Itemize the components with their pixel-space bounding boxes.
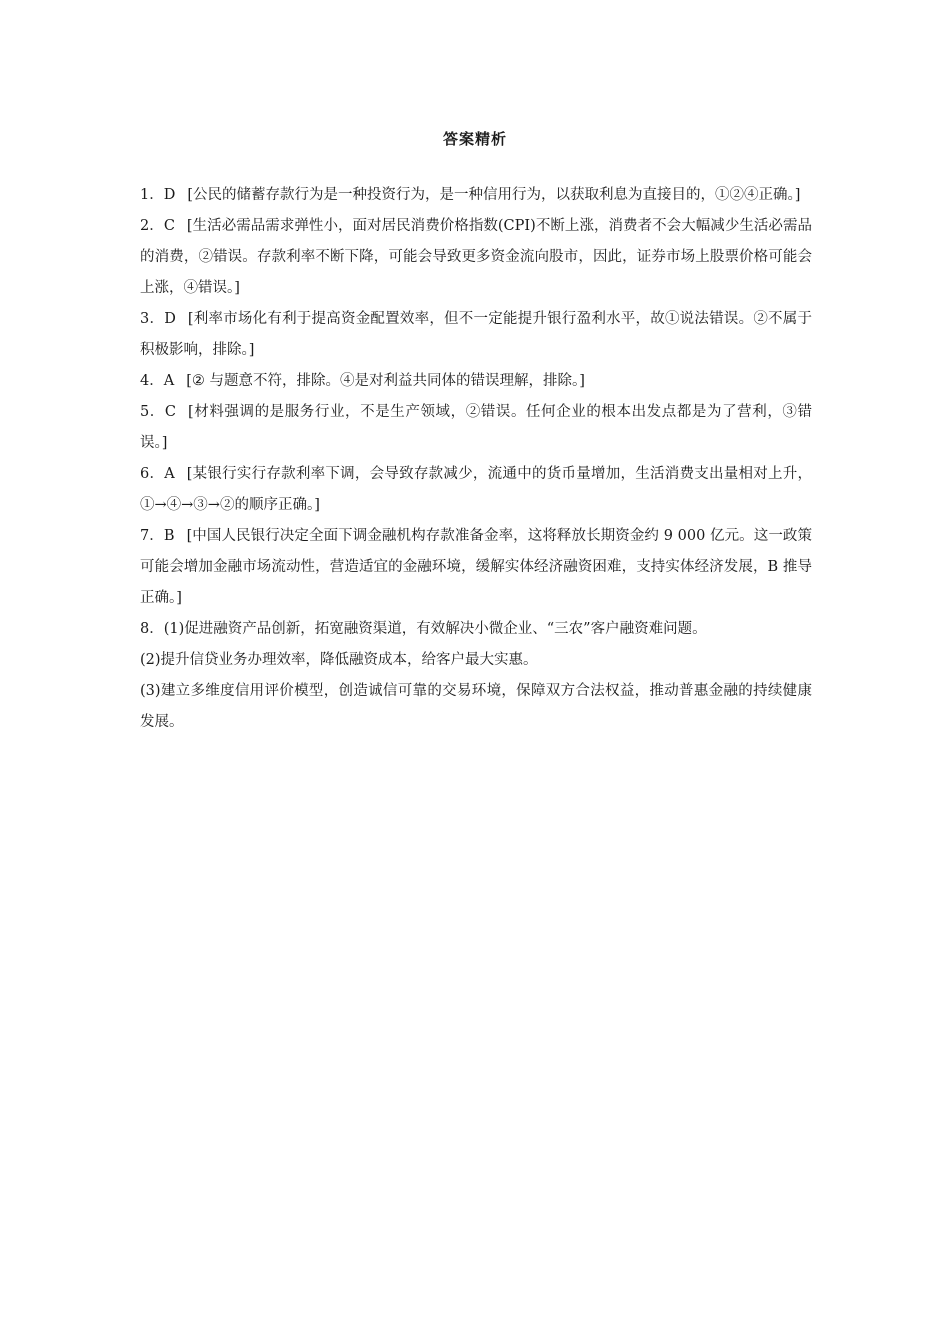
item-number: 8． <box>140 621 164 637</box>
answer-item-8-part-2 <box>140 645 812 676</box>
item-answer: C <box>163 218 175 234</box>
item-explanation: [材料强调的是服务行业，不是生产领域，②错误。任何企业的根本出发点都是为了营利，③错误。] <box>140 404 812 451</box>
item-number: 3． <box>140 311 165 327</box>
item-answer: A <box>164 466 175 482</box>
answer-item-6 <box>140 459 812 521</box>
answer-item-7 <box>140 521 812 614</box>
answer-item-4 <box>140 366 812 397</box>
item-explanation: [利率市场化有利于提高资金配置效率，但不一定能提升银行盈利水平，故①说法错误。②不属于积极影响，排除。] <box>140 311 812 358</box>
item-explanation: (2)提升信贷业务办理效率，降低融资成本，给客户最大实惠。 <box>140 652 538 668</box>
item-explanation: (1)促进融资产品创新，拓宽融资渠道，有效解决小微企业、“三农”客户融资难问题。 <box>163 621 707 637</box>
answer-item-2 <box>140 211 812 304</box>
item-explanation: [公民的储蓄存款行为是一种投资行为，是一种信用行为，以获取利息为直接目的，①②④正确。] <box>187 187 801 203</box>
item-number: 6． <box>140 466 165 482</box>
answer-item-5 <box>140 397 812 459</box>
answer-item-1 <box>140 180 812 211</box>
item-number: 5． <box>140 404 165 420</box>
item-number: 2． <box>140 218 164 234</box>
answer-item-3 <box>140 304 812 366</box>
answer-list <box>140 180 812 738</box>
item-number: 1． <box>140 187 164 203</box>
answer-item-8-part-3 <box>140 676 812 738</box>
answer-item-8-part-1 <box>140 614 812 645</box>
item-answer: D <box>164 311 176 327</box>
item-answer: C <box>164 404 176 420</box>
item-number: 7． <box>140 528 164 544</box>
item-answer: B <box>163 528 175 544</box>
item-explanation: [生活必需品需求弹性小，面对居民消费价格指数(CPI)不断上涨，消费者不会大幅减少生活必需品的消费，②错误。存款利率不断下降，可能会导致更多资金流向股市，因此，证券市场上股票价格可能会上涨，④错误。] <box>140 218 813 296</box>
item-explanation: [② 与题意不符，排除。④是对利益共同体的错误理解，排除。] <box>186 373 585 389</box>
item-explanation: [某银行实行存款利率下调，会导致存款减少，流通中的货币量增加，生活消费支出量相对上升，①→④→③→②的顺序正确。] <box>140 466 812 513</box>
item-explanation: [中国人民银行决定全面下调金融机构存款准备金率，这将释放长期资金约 9 000 亿元。这一政策可能会增加金融市场流动性，营造适宜的金融环境，缓解实体经济融资困难，支持实体经济发展，B 推导正确。] <box>140 528 812 606</box>
item-answer: A <box>163 373 175 389</box>
item-answer: D <box>163 187 176 203</box>
item-number: 4． <box>140 373 164 389</box>
item-explanation: (3)建立多维度信用评价模型，创造诚信可靠的交易环境，保障双方合法权益，推动普惠金融的持续健康发展。 <box>140 683 812 730</box>
page-title: 答案精析 <box>442 130 507 148</box>
